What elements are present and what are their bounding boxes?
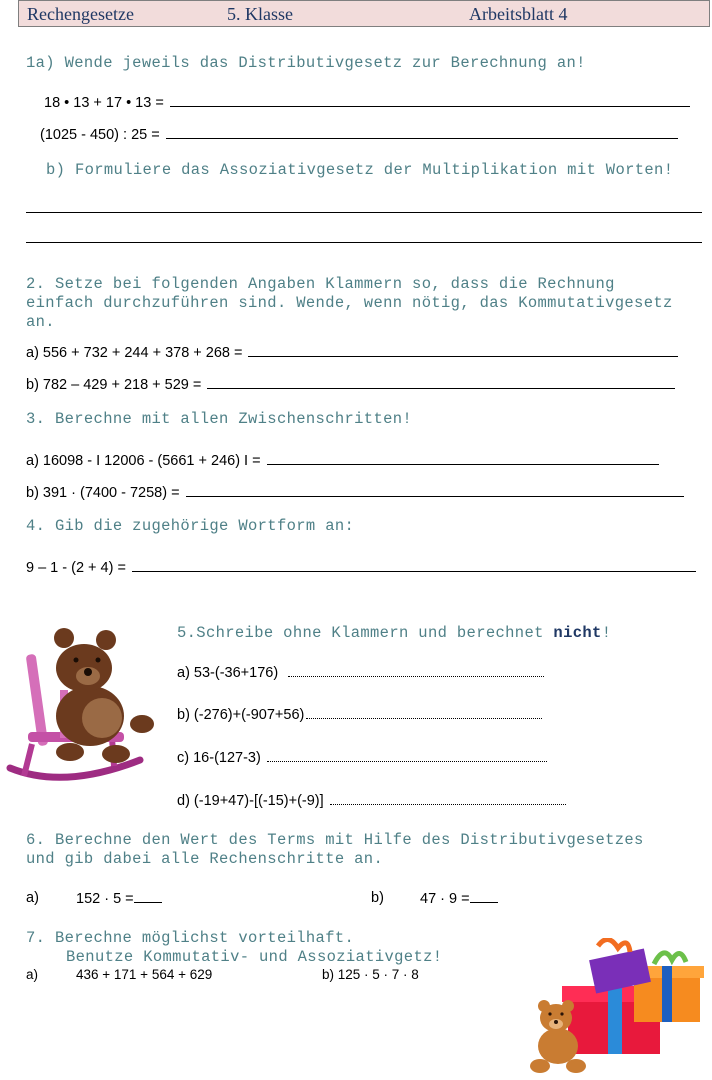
task5-instruction-text: 5.Schreibe ohne Klammern und berechnet (177, 624, 554, 642)
task6a-label: a) (26, 890, 39, 906)
task1a-ex2-text: (1025 - 450) : 25 = (40, 127, 160, 143)
task5b-text: b) (-276)+(-907+56) (177, 707, 305, 723)
answer-line[interactable] (470, 890, 498, 903)
task3a-text: a) 16098 - I 12006 - (5661 + 246) I = (26, 453, 261, 469)
task2b (26, 374, 675, 393)
task7a-label: a) (26, 967, 39, 982)
teddy-bear-rocking-chair-image (4, 620, 156, 792)
task6b (420, 890, 498, 907)
answer-line[interactable] (248, 342, 678, 357)
task7b-text: b) 125 · 5 · 7 · 8 (322, 967, 419, 982)
answer-dotted-line[interactable] (330, 793, 566, 805)
header-sheet: Arbeitsblatt 4 (469, 4, 568, 24)
task4-instruction: 4. Gib die zugehörige Wortform an: (26, 517, 355, 535)
answer-dotted-line[interactable] (288, 665, 544, 677)
task2-instruction-line2: einfach durchzuführen sind. Wende, wenn nötig, das Kommutativgesetz (26, 294, 673, 312)
task6a-text: 152 · 5 = (76, 891, 134, 907)
task5d-text: d) (-19+47)-[(-15)+(-9)] (177, 793, 324, 809)
answer-line[interactable] (134, 890, 162, 903)
task1a-exercise-1 (44, 92, 690, 111)
task5a-text: a) 53-(-36+176) (177, 665, 279, 681)
answer-dotted-line[interactable] (267, 750, 547, 762)
task3-instruction: 3. Berechne mit allen Zwischenschritten! (26, 410, 413, 428)
task6-instruction-line1: 6. Berechne den Wert des Terms mit Hilfe des Distributivgesetzes (26, 831, 644, 849)
task7-instruction-line1: 7. Berechne möglichst vorteilhaft. (26, 929, 355, 947)
answer-line-full[interactable] (26, 242, 702, 243)
task7-instruction-line2: Benutze Kommutativ- und Assoziativgetz! (66, 948, 443, 966)
answer-line[interactable] (186, 482, 684, 497)
task2-instruction-line3: an. (26, 313, 55, 331)
task7a-text: 436 + 171 + 564 + 629 (76, 967, 213, 982)
task2b-text: b) 782 – 429 + 218 + 529 = (26, 377, 202, 393)
answer-line-full[interactable] (26, 212, 702, 213)
task3b (26, 482, 684, 501)
header-subject: Rechengesetze (27, 4, 134, 24)
task4a (26, 557, 696, 576)
task2a (26, 342, 678, 361)
task6-instruction-line2: und gib dabei alle Rechenschritte an. (26, 850, 384, 868)
task2a-text: a) 556 + 732 + 244 + 378 + 268 = (26, 345, 243, 361)
task5a (177, 665, 544, 681)
task5d (177, 793, 566, 809)
answer-line[interactable] (132, 557, 696, 572)
gift-boxes-bear-image (526, 938, 706, 1080)
answer-line[interactable] (170, 92, 690, 107)
answer-dotted-line[interactable] (306, 707, 542, 719)
worksheet-header (18, 0, 710, 27)
task6a (76, 890, 162, 907)
task6b-label: b) (371, 890, 384, 906)
task5-instruction-end: ! (601, 624, 612, 642)
answer-line[interactable] (166, 124, 678, 139)
task6b-text: 47 · 9 = (420, 891, 470, 907)
task3b-text: b) 391 · (7400 - 7258) = (26, 485, 180, 501)
answer-line[interactable] (267, 450, 659, 465)
task5c-text: c) 16-(127-3) (177, 750, 261, 766)
task5-instruction-emphasis: nicht (553, 624, 602, 642)
task5-instruction (177, 624, 611, 642)
task4a-text: 9 – 1 - (2 + 4) = (26, 560, 126, 576)
header-grade: 5. Klasse (227, 4, 293, 24)
task1a-exercise-2 (40, 124, 678, 143)
task1b-instruction: b) Formuliere das Assoziativgesetz der Multiplikation mit Worten! (46, 161, 674, 179)
task5c (177, 750, 547, 766)
answer-line[interactable] (207, 374, 675, 389)
task3a (26, 450, 659, 469)
task2-instruction-line1: 2. Setze bei folgenden Angaben Klammern so, dass die Rechnung (26, 275, 615, 293)
task1a-ex1-text: 18 • 13 + 17 • 13 = (44, 95, 164, 111)
task1a-instruction: 1a) Wende jeweils das Distributivgesetz zur Berechnung an! (26, 54, 586, 72)
task5b (177, 707, 542, 723)
